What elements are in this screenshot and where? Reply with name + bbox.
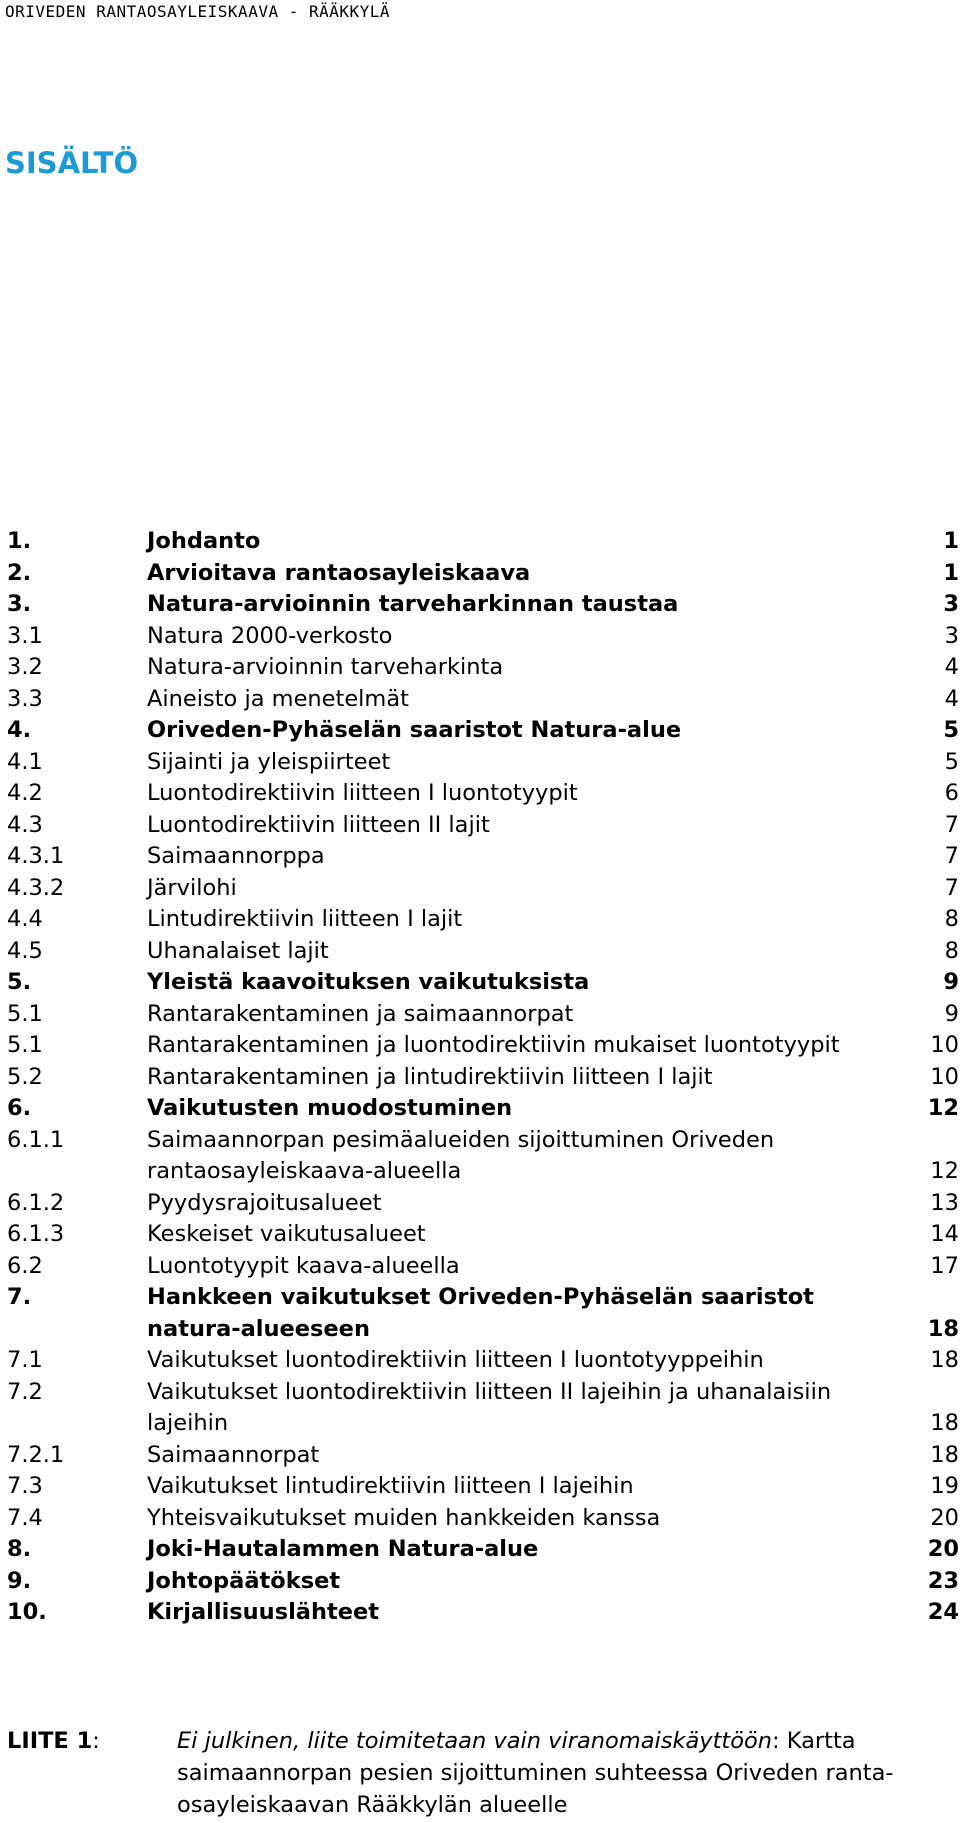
toc-entry-page: 17 [930,1252,959,1279]
toc-entry-title: Sijainti ja yleispiirteet [147,748,391,775]
toc-entry [7,1188,959,1220]
toc-entry-title: Yhteisvaikutukset muiden hankkeiden kanssa [147,1504,661,1531]
toc-entry [7,621,959,653]
toc-entry-page: 12 [927,1095,959,1121]
toc-entry-title: Rantarakentaminen ja lintudirektiivin liitteen I lajit [147,1063,713,1090]
appendix-colon: : [92,1728,100,1754]
toc-entry [7,558,959,590]
toc-entry [7,936,959,968]
toc-entry-number: 10. [7,1599,47,1625]
toc-entry-page: 23 [927,1567,959,1594]
toc-entry-page: 18 [930,1441,959,1468]
toc-entry-number: 8. [7,1536,32,1562]
toc-entry [7,1377,959,1440]
toc-entry [7,967,959,999]
toc-entry-title: Johdanto [147,528,261,554]
toc-entry-title: Luontodirektiivin liitteen II lajit [147,811,490,838]
toc-entry-page: 4 [944,685,959,712]
toc-entry-page: 9 [944,1000,959,1027]
toc-entry-title: Rantarakentaminen ja luontodirektiivin mukaiset luontotyypit [147,1032,840,1058]
appendix-description [177,1725,937,1821]
toc-entry-number: 4.5 [7,937,43,964]
toc-entry-number: 5.1 [7,1000,43,1027]
toc-entry-title: Luontodirektiivin liitteen I luontotyypit [147,780,578,806]
toc-entry-title: Vaikutukset lintudirektiivin liitteen I lajeihin [147,1473,634,1499]
toc-entry-number: 7. [7,1284,32,1310]
toc-entry-title: Yleistä kaavoituksen vaikutuksista [147,969,590,995]
toc-entry-title: Uhanalaiset lajit [147,937,329,964]
toc-entry-title: Vaikutusten muodostuminen [147,1095,513,1121]
toc-entry-page: 6 [944,780,959,806]
toc-entry-title: Luontotyypit kaava-alueella [147,1252,460,1279]
toc-entry-number: 7.2 [7,1378,43,1405]
toc-entry-number: 6.1.2 [7,1189,65,1216]
toc-entry-title: Pyydysrajoitusalueet [147,1189,382,1216]
toc-entry-title: Natura-arvioinnin tarveharkinnan taustaa [147,591,679,617]
toc-entry [7,1566,959,1598]
toc-entry [7,1345,959,1377]
toc-entry [7,1219,959,1251]
toc-entry [7,1125,959,1188]
toc-entry-title: Vaikutukset luontodirektiivin liitteen II lajeihin ja uhanalaisiin lajeihin [147,1378,832,1436]
toc-entry [7,810,959,842]
toc-entry-number: 4.2 [7,780,43,806]
toc-entry [7,1093,959,1125]
toc-entry [7,1282,959,1345]
toc-entry [7,999,959,1031]
toc-entry-page: 7 [944,843,959,869]
toc-entry-page: 10 [930,1063,959,1090]
toc-entry [7,904,959,936]
toc-entry [7,1030,959,1062]
toc-entry-title: Aineisto ja menetelmät [147,685,409,712]
toc-entry-page: 7 [944,874,959,901]
toc-entry [7,1534,959,1566]
appendix-rest-text: : Kartta saimaannorpan pesien sijoittuminen suhteessa Oriveden ranta-osayleiskaavan Rääkkylän alueelle [177,1728,894,1818]
toc-entry [7,778,959,810]
appendix-label [7,1725,100,1757]
table-of-contents [7,526,959,1629]
toc-entry [7,873,959,905]
toc-entry-number: 1. [7,528,32,554]
toc-entry [7,589,959,621]
toc-entry [7,747,959,779]
toc-entry-number: 4. [7,717,32,743]
toc-entry-title: Natura 2000-verkosto [147,622,393,649]
page-title: SISÄLTÖ [5,146,139,180]
toc-entry-title: Natura-arvioinnin tarveharkinta [147,654,504,680]
toc-entry-number: 3.1 [7,622,43,649]
toc-entry [7,1503,959,1535]
toc-entry-page: 3 [943,591,959,617]
toc-entry [7,1471,959,1503]
toc-entry-title: Järvilohi [147,874,237,901]
toc-entry-number: 4.3.2 [7,874,65,901]
toc-entry-title: Joki-Hautalammen Natura-alue [147,1536,539,1562]
toc-entry-title: Lintudirektiivin liitteen I lajit [147,906,463,932]
toc-entry-page: 20 [930,1504,959,1531]
toc-entry-number: 3.3 [7,685,43,712]
toc-entry-title: Oriveden-Pyhäselän saaristot Natura-alue [147,717,682,743]
toc-entry-page: 19 [930,1473,959,1499]
toc-entry-page: 1 [943,528,959,554]
toc-entry-page: 3 [944,622,959,649]
toc-entry-number: 5. [7,969,32,995]
toc-entry [7,684,959,716]
toc-entry-page: 5 [944,748,959,775]
toc-entry-page: 18 [930,1347,959,1373]
toc-entry-page: 18 [927,1315,959,1342]
toc-entry [7,1597,959,1629]
toc-entry-number: 4.3.1 [7,843,65,869]
toc-entry-title: Saimaannorpat [147,1441,320,1468]
toc-entry-title: Saimaannorpan pesimäalueiden sijoittuminen Oriveden rantaosayleiskaava-alueella [147,1126,775,1184]
toc-entry-number: 5.2 [7,1063,43,1090]
toc-entry-title: Rantarakentaminen ja saimaannorpat [147,1000,574,1027]
toc-entry [7,1440,959,1472]
toc-entry-number: 4.1 [7,748,43,775]
toc-entry-title: Vaikutukset luontodirektiivin liitteen I luontotyyppeihin [147,1347,764,1373]
toc-entry-number: 6.1.3 [7,1221,65,1247]
toc-entry-page: 9 [943,969,959,995]
toc-entry-number: 6.2 [7,1252,43,1279]
toc-entry-page: 7 [944,811,959,838]
toc-entry-title: Saimaannorppa [147,843,325,869]
toc-entry-number: 7.2.1 [7,1441,65,1468]
toc-entry [7,526,959,558]
appendix-key: LIITE 1 [7,1728,93,1754]
toc-entry-number: 6. [7,1095,32,1121]
toc-entry-number: 7.3 [7,1473,43,1499]
toc-entry-page: 1 [943,559,959,586]
toc-entry-page: 8 [944,906,959,932]
toc-entry-title: Keskeiset vaikutusalueet [147,1221,426,1247]
toc-entry-page: 4 [944,654,959,680]
toc-entry-page: 8 [944,937,959,964]
toc-entry-number: 3.2 [7,654,43,680]
toc-entry [7,715,959,747]
toc-entry-page: 24 [927,1599,959,1625]
toc-entry-number: 9. [7,1567,32,1594]
toc-entry [7,1251,959,1283]
toc-entry-title: Johtopäätökset [147,1567,341,1594]
toc-entry [7,1062,959,1094]
toc-entry-number: 6.1.1 [7,1126,65,1153]
toc-entry-page: 20 [927,1536,959,1562]
toc-entry-page: 12 [930,1158,959,1184]
toc-entry-page: 13 [930,1189,959,1216]
toc-entry-number: 5.1 [7,1032,43,1058]
toc-entry-page: 10 [930,1032,959,1058]
toc-entry-number: 2. [7,559,32,586]
toc-entry-number: 4.3 [7,811,43,838]
toc-entry [7,841,959,873]
appendix-italic-text: Ei julkinen, liite toimitetaan vain viranomaiskäyttöön [177,1728,773,1754]
toc-entry-number: 7.1 [7,1347,43,1373]
running-header: ORIVEDEN RANTAOSAYLEISKAAVA - RÄÄKKYLÄ [5,2,391,21]
toc-entry-title: Arvioitava rantaosayleiskaava [147,559,531,586]
toc-entry-number: 4.4 [7,906,43,932]
toc-entry-page: 14 [930,1221,959,1247]
toc-entry-title: Kirjallisuuslähteet [147,1599,380,1625]
toc-entry-page: 5 [943,717,959,743]
toc-entry-page: 18 [930,1410,959,1436]
toc-entry-number: 3. [7,591,32,617]
toc-entry-title: Hankkeen vaikutukset Oriveden-Pyhäselän saaristot natura-alueeseen [147,1284,814,1342]
toc-entry [7,652,959,684]
toc-entry-number: 7.4 [7,1504,43,1531]
